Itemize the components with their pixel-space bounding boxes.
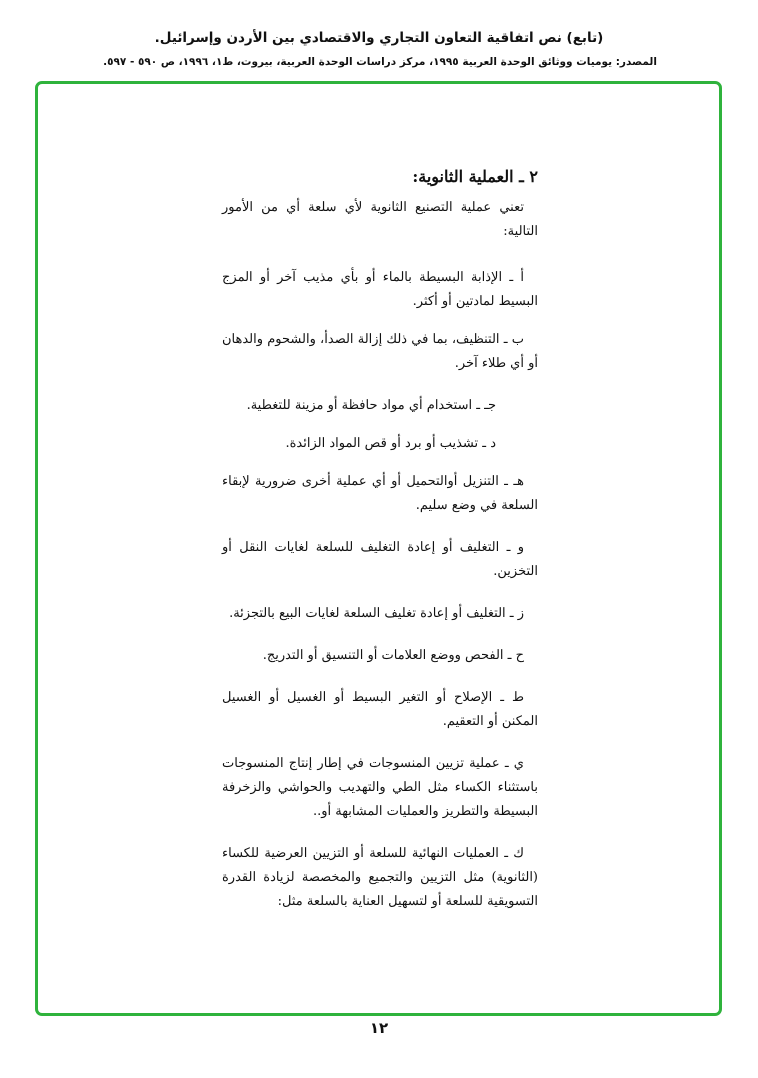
- section-intro: تعني عملية التصنيع الثانوية لأي سلعة أي من الأمور التالية:: [222, 200, 538, 239]
- list-item: ب ـ التنظيف، بما في ذلك إزالة الصدأ، والشحوم والدهان أو أي طلاء آخر.: [222, 332, 538, 371]
- list-item: و ـ التغليف أو إعادة التغليف للسلعة لغايات النقل أو التخزين.: [222, 540, 538, 579]
- list-item: أ ـ الإذابة البسيطة بالماء أو بأي مذيب آخر أو المزج البسيط لمادتين أو أكثر.: [222, 270, 538, 309]
- list-item: جـ ـ استخدام أي مواد حافظة أو مزينة للتغطية.: [246, 398, 496, 413]
- list-item: د ـ تشذيب أو برد أو قص المواد الزائدة.: [285, 436, 496, 451]
- list-item: هـ ـ التنزيل أوالتحميل أو أي عملية أخرى ضرورية لإبقاء السلعة في وضع سليم.: [222, 474, 538, 513]
- list-item: ز ـ التغليف أو إعادة تغليف السلعة لغايات البيع بالتجزئة.: [229, 606, 524, 621]
- section-title: ٢ ـ العملية الثانوية:: [412, 167, 538, 186]
- page-number: ١٢: [369, 1019, 389, 1037]
- list-item: ي ـ عملية تزيين المنسوجات في إطار إنتاج المنسوجات باستثناء الكساء مثل الطي والتهديب والحواشي والزخرفة البسيطة والتطريز والعمليات المشابهة أو..: [222, 756, 538, 819]
- document-title: (تابع) نص اتفاقية التعاون التجاري والاقتصادي بين الأردن وإسرائيل.: [154, 30, 604, 46]
- article-body: [222, 164, 538, 914]
- source-citation: المصدر: يوميات ووثائق الوحدة العربية ١٩٩٥، مركز دراسات الوحدة العربية، بيروت، ط١، ١٩٩٦، ص ٥٩٠ - ٥٩٧.: [103, 56, 657, 68]
- list-item: ح ـ الفحص ووضع العلامات أو التنسيق أو التدريج.: [262, 648, 524, 663]
- list-item: ك ـ العمليات النهائية للسلعة أو التزيين العرضية للكساء (الثانوية) مثل التزيين والتجميع والمخصصة لزيادة القدرة التسويقية للسلعة أو لتسهيل العناية بالسلعة مثل:: [222, 846, 538, 909]
- list-item: ط ـ الإصلاح أو التغير البسيط أو الغسيل أو الغسيل المكنن أو التعقيم.: [222, 690, 538, 729]
